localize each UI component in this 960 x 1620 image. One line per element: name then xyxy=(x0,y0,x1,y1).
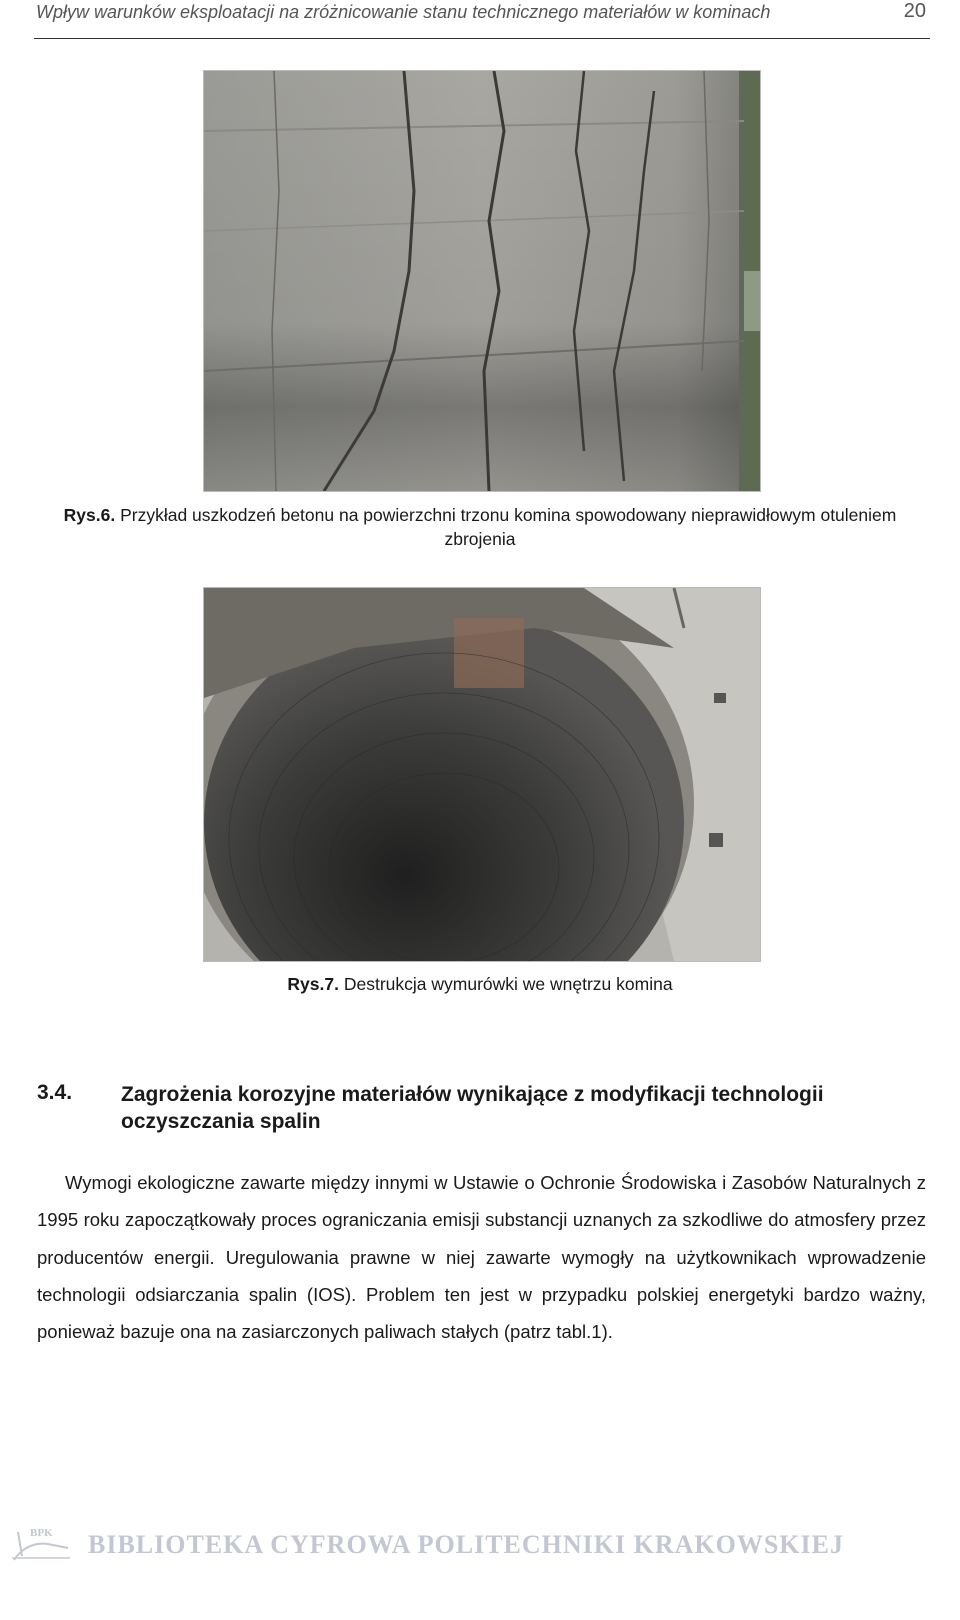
figure2-caption xyxy=(40,972,920,996)
concrete-crack-illustration xyxy=(204,71,760,491)
section-number: 3.4. xyxy=(37,1081,73,1104)
figure1-caption-text: Przykład uszkodzeń betonu na powierzchni trzonu komina spowodowany nieprawidłowym otuleniem zbrojenia xyxy=(120,505,897,549)
body-paragraph: Wymogi ekologiczne zawarte między innymi w Ustawie o Ochronie Środowiska i Zasobów Naturalnych z 1995 roku zapoczątkowały proces ograniczania emisji substancji uznanych za szkodliwe do atmosfery przez producentów energii. Uregulowania prawne w niej zawarte wymogły na użytkownikach wprowadzenie technologii odsiarczania spalin (IOS). Problem ten jest w przypadku polskiej energetyki bardzo ważny, ponieważ bazuje ona na zasiarczonych paliwach stałych (patrz tabl.1). xyxy=(37,1172,926,1343)
page-footer xyxy=(8,1522,908,1564)
figure2-label: Rys.7. xyxy=(287,974,339,994)
library-name: BIBLIOTEKA CYFROWA POLITECHNIKI KRAKOWSKIEJ xyxy=(88,1530,844,1559)
running-title: Wpływ warunków eksploatacji na zróżnicowanie stanu technicznego materiałów w kominach xyxy=(36,2,771,22)
figure-chimney-interior-photo xyxy=(203,587,761,962)
page-header xyxy=(34,0,930,39)
svg-text:BPK: BPK xyxy=(30,1527,53,1539)
figure-chimney-concrete-photo xyxy=(203,70,761,492)
figure2-caption-text: Destrukcja wymurówki we wnętrzu komina xyxy=(343,974,673,994)
figure1-label: Rys.6. xyxy=(63,505,116,525)
figure1-caption xyxy=(40,503,920,551)
page-number: 20 xyxy=(903,0,926,22)
library-logo-icon xyxy=(8,1522,74,1564)
section-title: Zagrożenia korozyjne materiałów wynikające z modyfikacji technologii oczyszczania spalin xyxy=(121,1083,824,1133)
chimney-lining-illustration xyxy=(204,588,760,961)
